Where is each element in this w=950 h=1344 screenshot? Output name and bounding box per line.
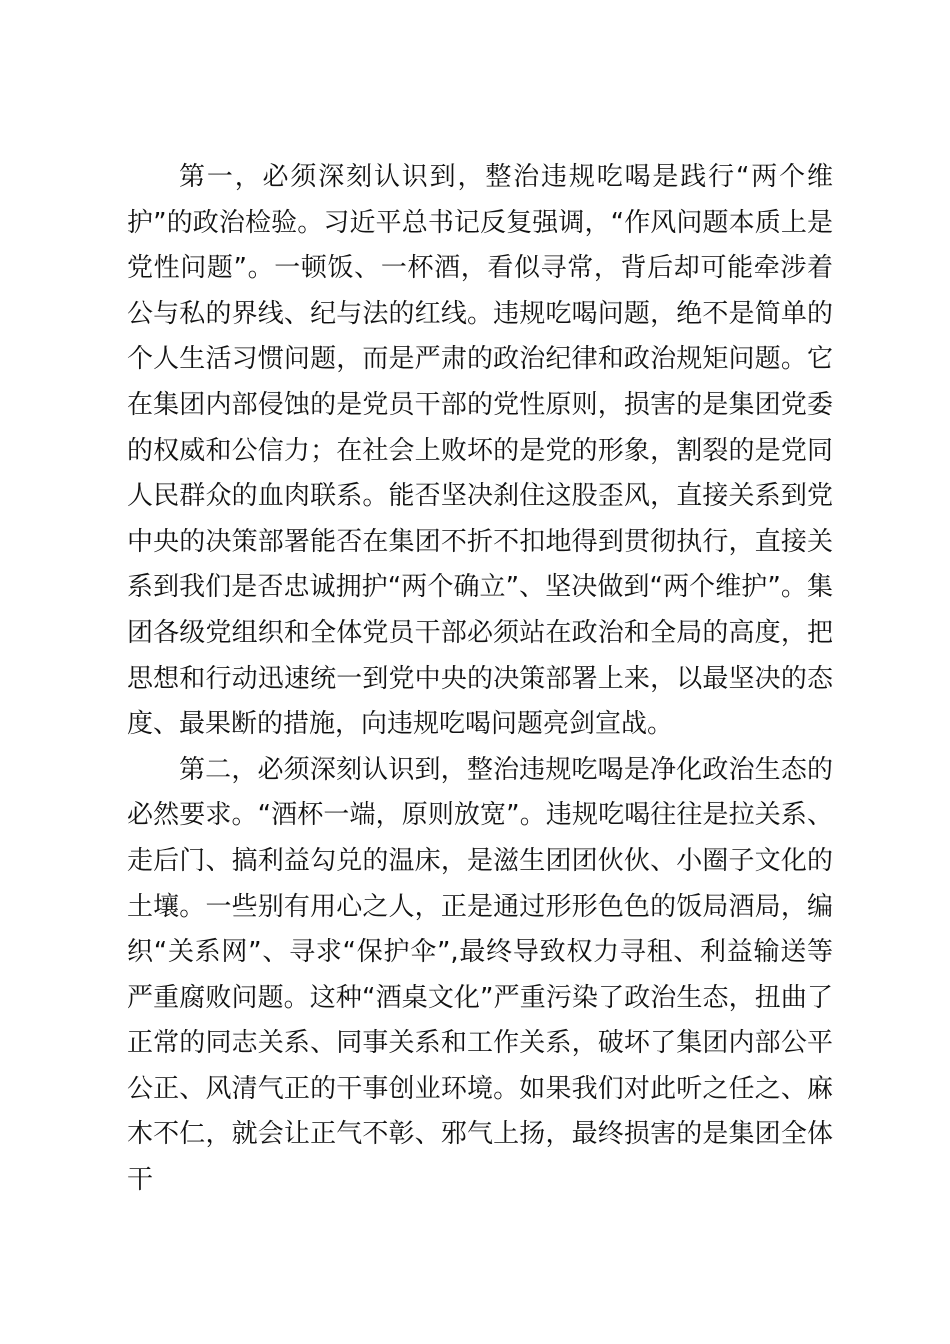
paragraph-second: 第二，必须深刻认识到，整治违规吃喝是净化政治生态的必然要求。“酒杯一端，原则放宽”。违规吃喝往往是拉关系、走后门、搞利益勾兑的温床，是滋生团团伙伙、小圈子文化的土壤。一些别有用心之人，正是通过形形色色的饭局酒局，编织“关系网”、寻求“保护伞”,最终导致权力寻租、利益输送等严重腐败问题。这种“酒桌文化”严重污染了政治生态，扭曲了正常的同志关系、同事关系和工作关系，破坏了集团内部公平公正、风清气正的干事创业环境。如果我们对此听之任之、麻木不仁，就会让正气不彰、邪气上扬，最终损害的是集团全体干 bbox=[127, 754, 833, 1196]
document-body bbox=[127, 155, 833, 1204]
paragraph-first: 第一，必须深刻认识到，整治违规吃喝是践行“两个维护”的政治检验。习近平总书记反复强调，“作风问题本质上是党性问题”。一顿饭、一杯酒，看似寻常，背后却可能牵涉着公与私的界线、纪与法的红线。违规吃喝问题，绝不是简单的个人生活习惯问题，而是严肃的政治纪律和政治规矩问题。它在集团内部侵蚀的是党员干部的党性原则，损害的是集团党委的权威和公信力；在社会上败坏的是党的形象，割裂的是党同人民群众的血肉联系。能否坚决刹住这股歪风，直接关系到党中央的决策部署能否在集团不折不扣地得到贯彻执行，直接关系到我们是否忠诚拥护“两个确立”、坚决做到“两个维护”。集团各级党组织和全体党员干部必须站在政治和全局的高度，把思想和行动迅速统一到党中央的决策部署上来，以最坚决的态度、最果断的措施，向违规吃喝问题亮剑宣战。 bbox=[127, 162, 833, 740]
